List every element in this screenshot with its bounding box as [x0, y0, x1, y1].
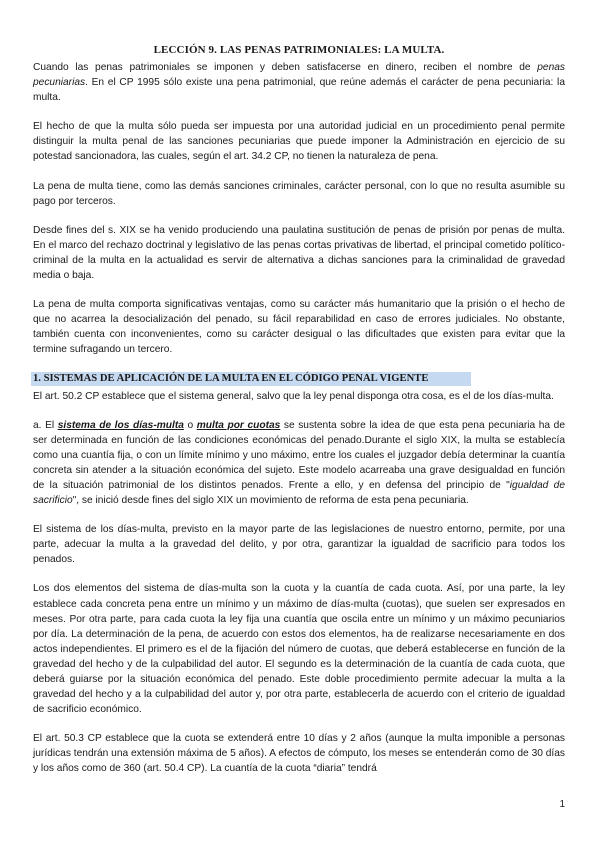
term-igualdad-sacrificio: igualdad de sacrificio [33, 479, 565, 507]
lesson-title: LECCIÓN 9. LAS PENAS PATRIMONIALES: LA MULTA. [153, 44, 445, 56]
paragraph-personal-character: La pena de multa tiene, como las demás sanciones criminales, carácter personal, con lo que no resulta asumible su pago por terceros. [33, 180, 565, 207]
paragraph-advantages: La pena de multa comporta significativas ventajas, como su carácter más humanitario que la prisión o el hecho de que no acarrea la desocialización del penado, su fácil reparabilidad en caso de errores judiciales. No obstante, también cuenta con inconvenientes, como su carácter desigual o las dificultades que existen para evitar que la termine sufragando un tercero. [33, 299, 565, 356]
paragraph-legislation: El sistema de los días-multa, previsto en la mayor parte de las legislaciones de nuestro entorno, permite, por una parte, adecuar la multa a la gravedad del delito, y por otra, garantizar la igualdad de sacrificio para todos los penados. [33, 524, 565, 566]
term-sistema-dias-multa: sistema de los días-multa [57, 419, 184, 431]
term-multa-por-cuotas: multa por cuotas [196, 419, 281, 431]
paragraph-judicial-authority: El hecho de que la multa sólo pueda ser impuesta por una autoridad judicial en un procedimiento penal permite distinguir la multa penal de las sanciones pecuniarias que puede imponer la Administración en ejercicio de su potestad sancionadora, las cuales, según el art. 34.2 CP, no tienen la naturaleza de pena. [33, 121, 565, 163]
page-number: 1 [559, 799, 565, 810]
paragraph-art-50-3: El art. 50.3 CP establece que la cuota se extenderá entre 10 días y 2 años (aunque la multa imponible a personas jurídicas tendrán una extensión máxima de 5 años). A efectos de cómputo, los meses se entenderán como de 30 días y los años como de 360 (art. 50.4 CP). La cuantía de la cuota “diaria” tendrá [33, 733, 565, 775]
paragraph-elements: Los dos elementos del sistema de días-multa son la cuota y la cuantía de cada cuota. Así, por una parte, la ley establece cada concreta pena entre un mínimo y un máximo de días-multa (cuotas), que suelen ser expresados en meses. Por otra parte, para cada cuota la ley fija una cuantía que oscila entre un mínimo y un máximo pecuniarios por día. La determinación de la pena, de acuerdo con estos dos elementos, ha de realizarse necesariamente en dos actos independientes. El primero es el de la fijación del número de cuotas, que deberá establecerse en función de la gravedad del hecho y de la culpabilidad del autor. El segundo es la determinación de la cuantía de cada cuota, que deberá guiarse por la situación económica del penado. Este doble procedimiento permite adecuar la multa a la gravedad del hecho y a la culpabilidad del autor y, por otra parte, establecerla de acuerdo con el criterio de igualdad de sacrificio económico. [33, 583, 565, 716]
paragraph-history: Desde fines del s. XIX se ha venido produciendo una paulatina sustitución de penas de prisión por penas de multa. En el marco del rechazo doctrinal y legislativo de las penas cortas privativas de libertad, el principal cometido político-criminal de la multa en la actualidad es servir de alternativa a dichas sanciones para la criminalidad de gravedad media o baja. [33, 224, 565, 282]
paragraph-general-system: El art. 50.2 CP establece que el sistema general, salvo que la ley penal disponga otra cosa, es el de los días-multa. [33, 390, 554, 402]
section-heading-1: 1. SISTEMAS DE APLICACIÓN DE LA MULTA EN EL CÓDIGO PENAL VIGENTE [31, 372, 471, 386]
page-content [33, 44, 565, 791]
paragraph-dias-multa: a. El sistema de los días-multa o multa por cuotas se sustenta sobre la idea de que esta pena pecuniaria ha de ser determinada en función de las condiciones económicas del penado.Durante el siglo XIX, la multa se establecía como una cuantía fija, o con un límite mínimo y uno máximo, entre los cuales el juzgador debía determinar la cuantía concreta sin atender a la situación económica del sujeto. Este modelo acarreaba una grave desigualdad en función de la situación patrimonial de los distintos penados. Frente a ello, y en defensa del principio de "igualdad de sacrificio", se inició desde fines del siglo XIX un movimiento de reforma de esta pena pecuniaria. [33, 419, 566, 507]
term-penas-pecuniarias: penas pecuniarias [33, 62, 565, 89]
paragraph-intro: Cuando las penas patrimoniales se imponen y deben satisfacerse en dinero, reciben el nombre de penas pecuniarias. En el CP 1995 sólo existe una pena patrimonial, que reúne además el carácter de pena pecuniaria: la multa. [33, 62, 565, 104]
